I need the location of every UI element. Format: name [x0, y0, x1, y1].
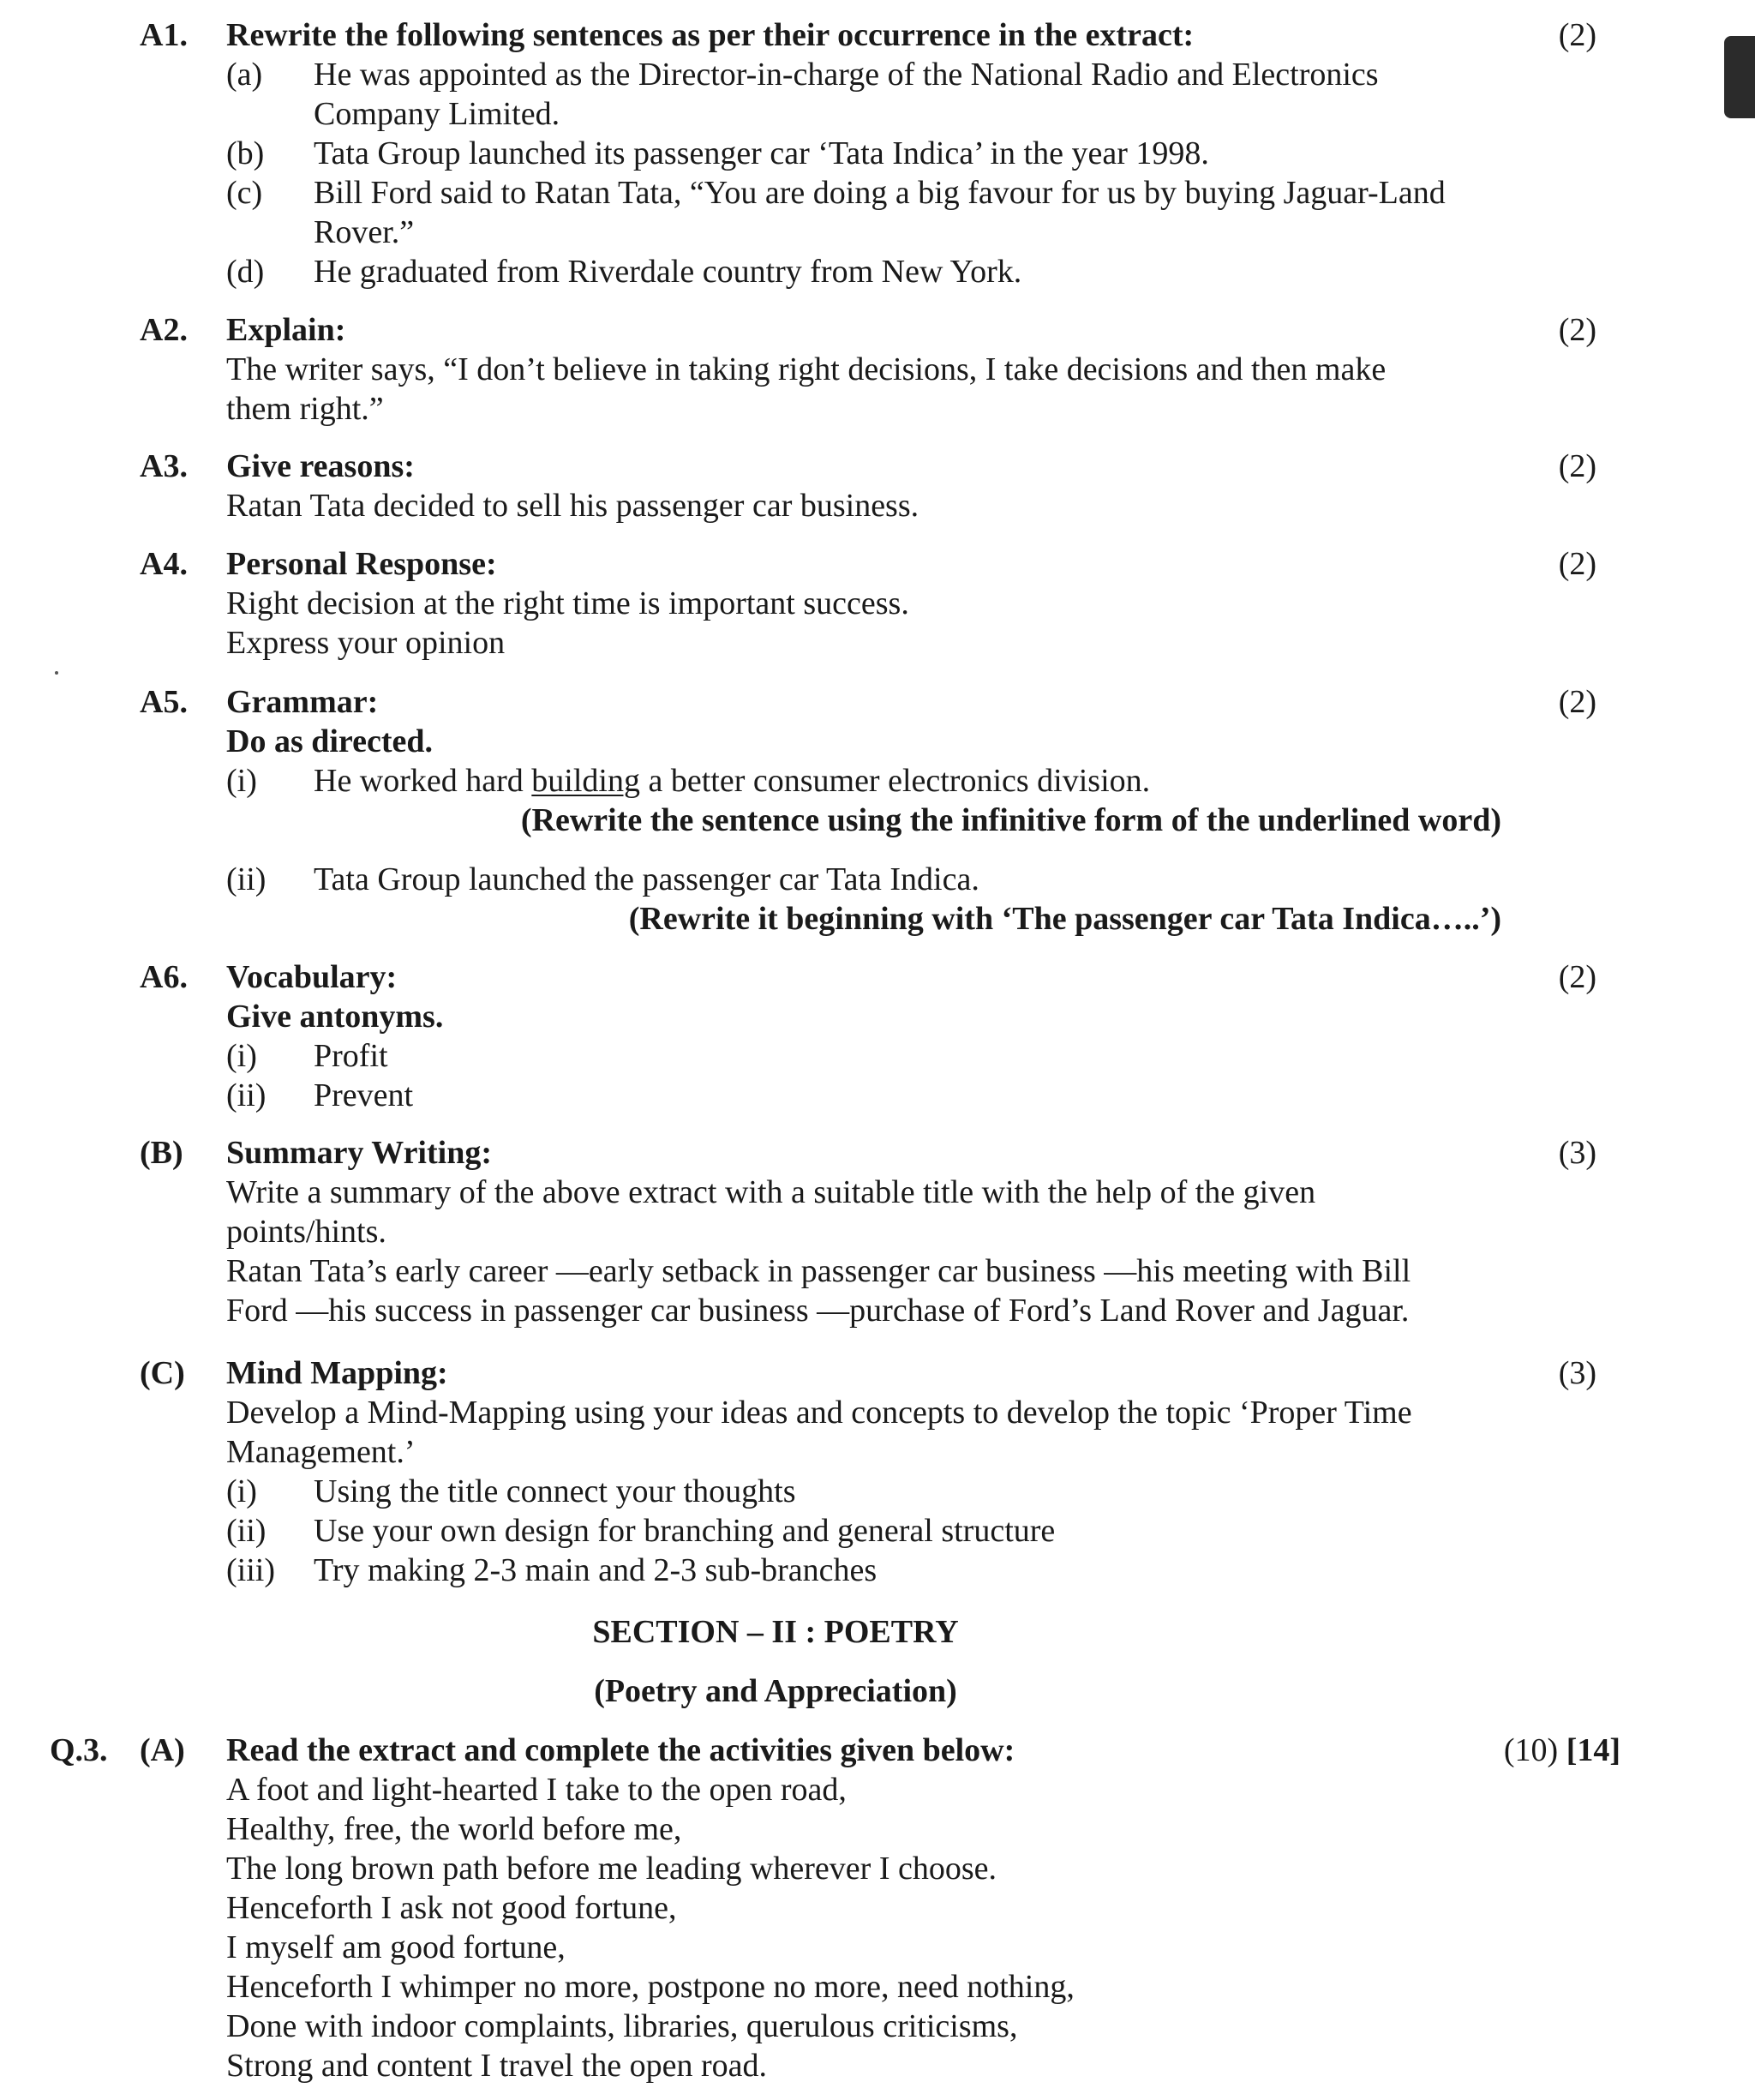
poem-line: Henceforth I ask not good fortune, [226, 1890, 677, 1926]
poem-line: Healthy, free, the world before me, [226, 1811, 682, 1847]
marks: (2) [1558, 959, 1596, 995]
item-text: Bill Ford said to Ratan Tata, “You are doing a big favour for us by buying Jaguar-Land [314, 175, 1446, 211]
poem-line: Strong and content I travel the open road. [226, 2048, 768, 2084]
poem-line: A foot and light-hearted I take to the open road, [226, 1772, 847, 1808]
body-line: Right decision at the right time is important success. [226, 585, 909, 621]
question-id: A6. [140, 959, 188, 995]
item-label: (a) [226, 57, 263, 93]
item-text [314, 761, 1501, 801]
item-label: (b) [226, 135, 265, 171]
body-line: them right.” [226, 391, 384, 427]
question-heading: Summary Writing: [226, 1135, 492, 1171]
question-number: Q.3. [50, 1732, 108, 1768]
marks: (2) [1558, 684, 1596, 720]
question-heading: Vocabulary: [226, 959, 398, 995]
body-line: The writer says, “I don’t believe in taking right decisions, I take decisions and then make [226, 351, 1387, 387]
item-text: Using the title connect your thoughts [314, 1473, 796, 1509]
item-text: Tata Group launched the passenger car Tata Indica. [314, 861, 979, 897]
marks: (3) [1558, 1355, 1596, 1391]
item-text: Try making 2-3 main and 2-3 sub-branches [314, 1552, 878, 1588]
item-text: Prevent [314, 1077, 414, 1113]
body-line: Ratan Tata’s early career —early setback in passenger car business —his meeting with Bill [226, 1253, 1411, 1289]
item-label: (ii) [226, 1077, 267, 1113]
item-text: Profit [314, 1038, 388, 1074]
question-id: A5. [140, 684, 188, 720]
item-label: (d) [226, 254, 265, 290]
marks: (2) [1558, 546, 1596, 582]
item-text: He graduated from Riverdale country from New York. [314, 254, 1022, 290]
item-label: (c) [226, 175, 263, 211]
item-label: (ii) [226, 861, 267, 897]
question-heading: Mind Mapping: [226, 1355, 448, 1391]
question-heading: Rewrite the following sentences as per their occurrence in the extract: [226, 17, 1195, 53]
text-before: He worked hard [314, 763, 532, 799]
question-heading: Grammar: [226, 684, 379, 720]
poem-line: I myself am good fortune, [226, 1929, 566, 1965]
marks [1504, 1731, 1620, 1770]
body-line: Management.’ [226, 1434, 416, 1470]
item-text: Tata Group launched its passenger car ‘Tata Indica’ in the year 1998. [314, 135, 1209, 171]
section-title: SECTION – II : POETRY [592, 1614, 959, 1650]
marks-value: (10) [1503, 1732, 1559, 1768]
instruction: (Rewrite it beginning with ‘The passenger car Tata Indica…..’) [628, 901, 1501, 937]
poem-line: The long brown path before me leading wherever I choose. [226, 1851, 997, 1887]
body-line: points/hints. [226, 1214, 386, 1250]
poem-line: Henceforth I whimper no more, postpone no more, need nothing, [226, 1969, 1075, 2005]
marks: (3) [1558, 1135, 1596, 1171]
body-line: Express your opinion [226, 625, 506, 661]
edge-tab-mark [1724, 36, 1755, 118]
question-id: (A) [140, 1732, 185, 1768]
item-label: (iii) [226, 1552, 275, 1588]
marks: (2) [1558, 17, 1596, 53]
body-line: Write a summary of the above extract with a suitable title with the help of the given [226, 1174, 1316, 1210]
marks: (2) [1558, 312, 1596, 348]
section-subtitle: (Poetry and Appreciation) [594, 1673, 957, 1709]
item-text: Use your own design for branching and general structure [314, 1513, 1056, 1549]
item-text: He was appointed as the Director-in-charge of the National Radio and Electronics [314, 57, 1379, 93]
text-after: a better consumer electronics division. [639, 763, 1151, 799]
question-heading: Give reasons: [226, 448, 415, 484]
question-id: A2. [140, 312, 188, 348]
body-line: Ford —his success in passenger car business —purchase of Ford’s Land Rover and Jaguar. [226, 1293, 1410, 1329]
item-label: (ii) [226, 1513, 267, 1549]
item-label: (i) [226, 763, 257, 799]
question-id: (C) [140, 1355, 185, 1391]
poem-line: Done with indoor complaints, libraries, querulous criticisms, [226, 2008, 1018, 2044]
question-id: A4. [140, 546, 188, 582]
item-label: (i) [226, 1473, 257, 1509]
question-id: A3. [140, 448, 188, 484]
item-label: (i) [226, 1038, 257, 1074]
body-line: Ratan Tata decided to sell his passenger car business. [226, 488, 919, 524]
question-heading: Read the extract and complete the activities given below: [226, 1732, 1015, 1768]
item-text: Company Limited. [314, 96, 560, 132]
total-marks: [14] [1566, 1732, 1620, 1768]
body-line: Develop a Mind-Mapping using your ideas and concepts to develop the topic ‘Proper Time [226, 1395, 1412, 1431]
question-id: A1. [140, 17, 188, 53]
question-id: (B) [140, 1135, 183, 1171]
item-text: Rover.” [314, 214, 415, 250]
underlined-word: building [531, 763, 640, 799]
instruction: (Rewrite the sentence using the infinitive form of the underlined word) [520, 802, 1501, 838]
sub-heading: Do as directed. [226, 723, 433, 759]
sub-heading: Give antonyms. [226, 999, 444, 1035]
stray-dot [55, 671, 58, 675]
question-heading: Explain: [226, 312, 346, 348]
marks: (2) [1558, 448, 1596, 484]
question-heading: Personal Response: [226, 546, 497, 582]
